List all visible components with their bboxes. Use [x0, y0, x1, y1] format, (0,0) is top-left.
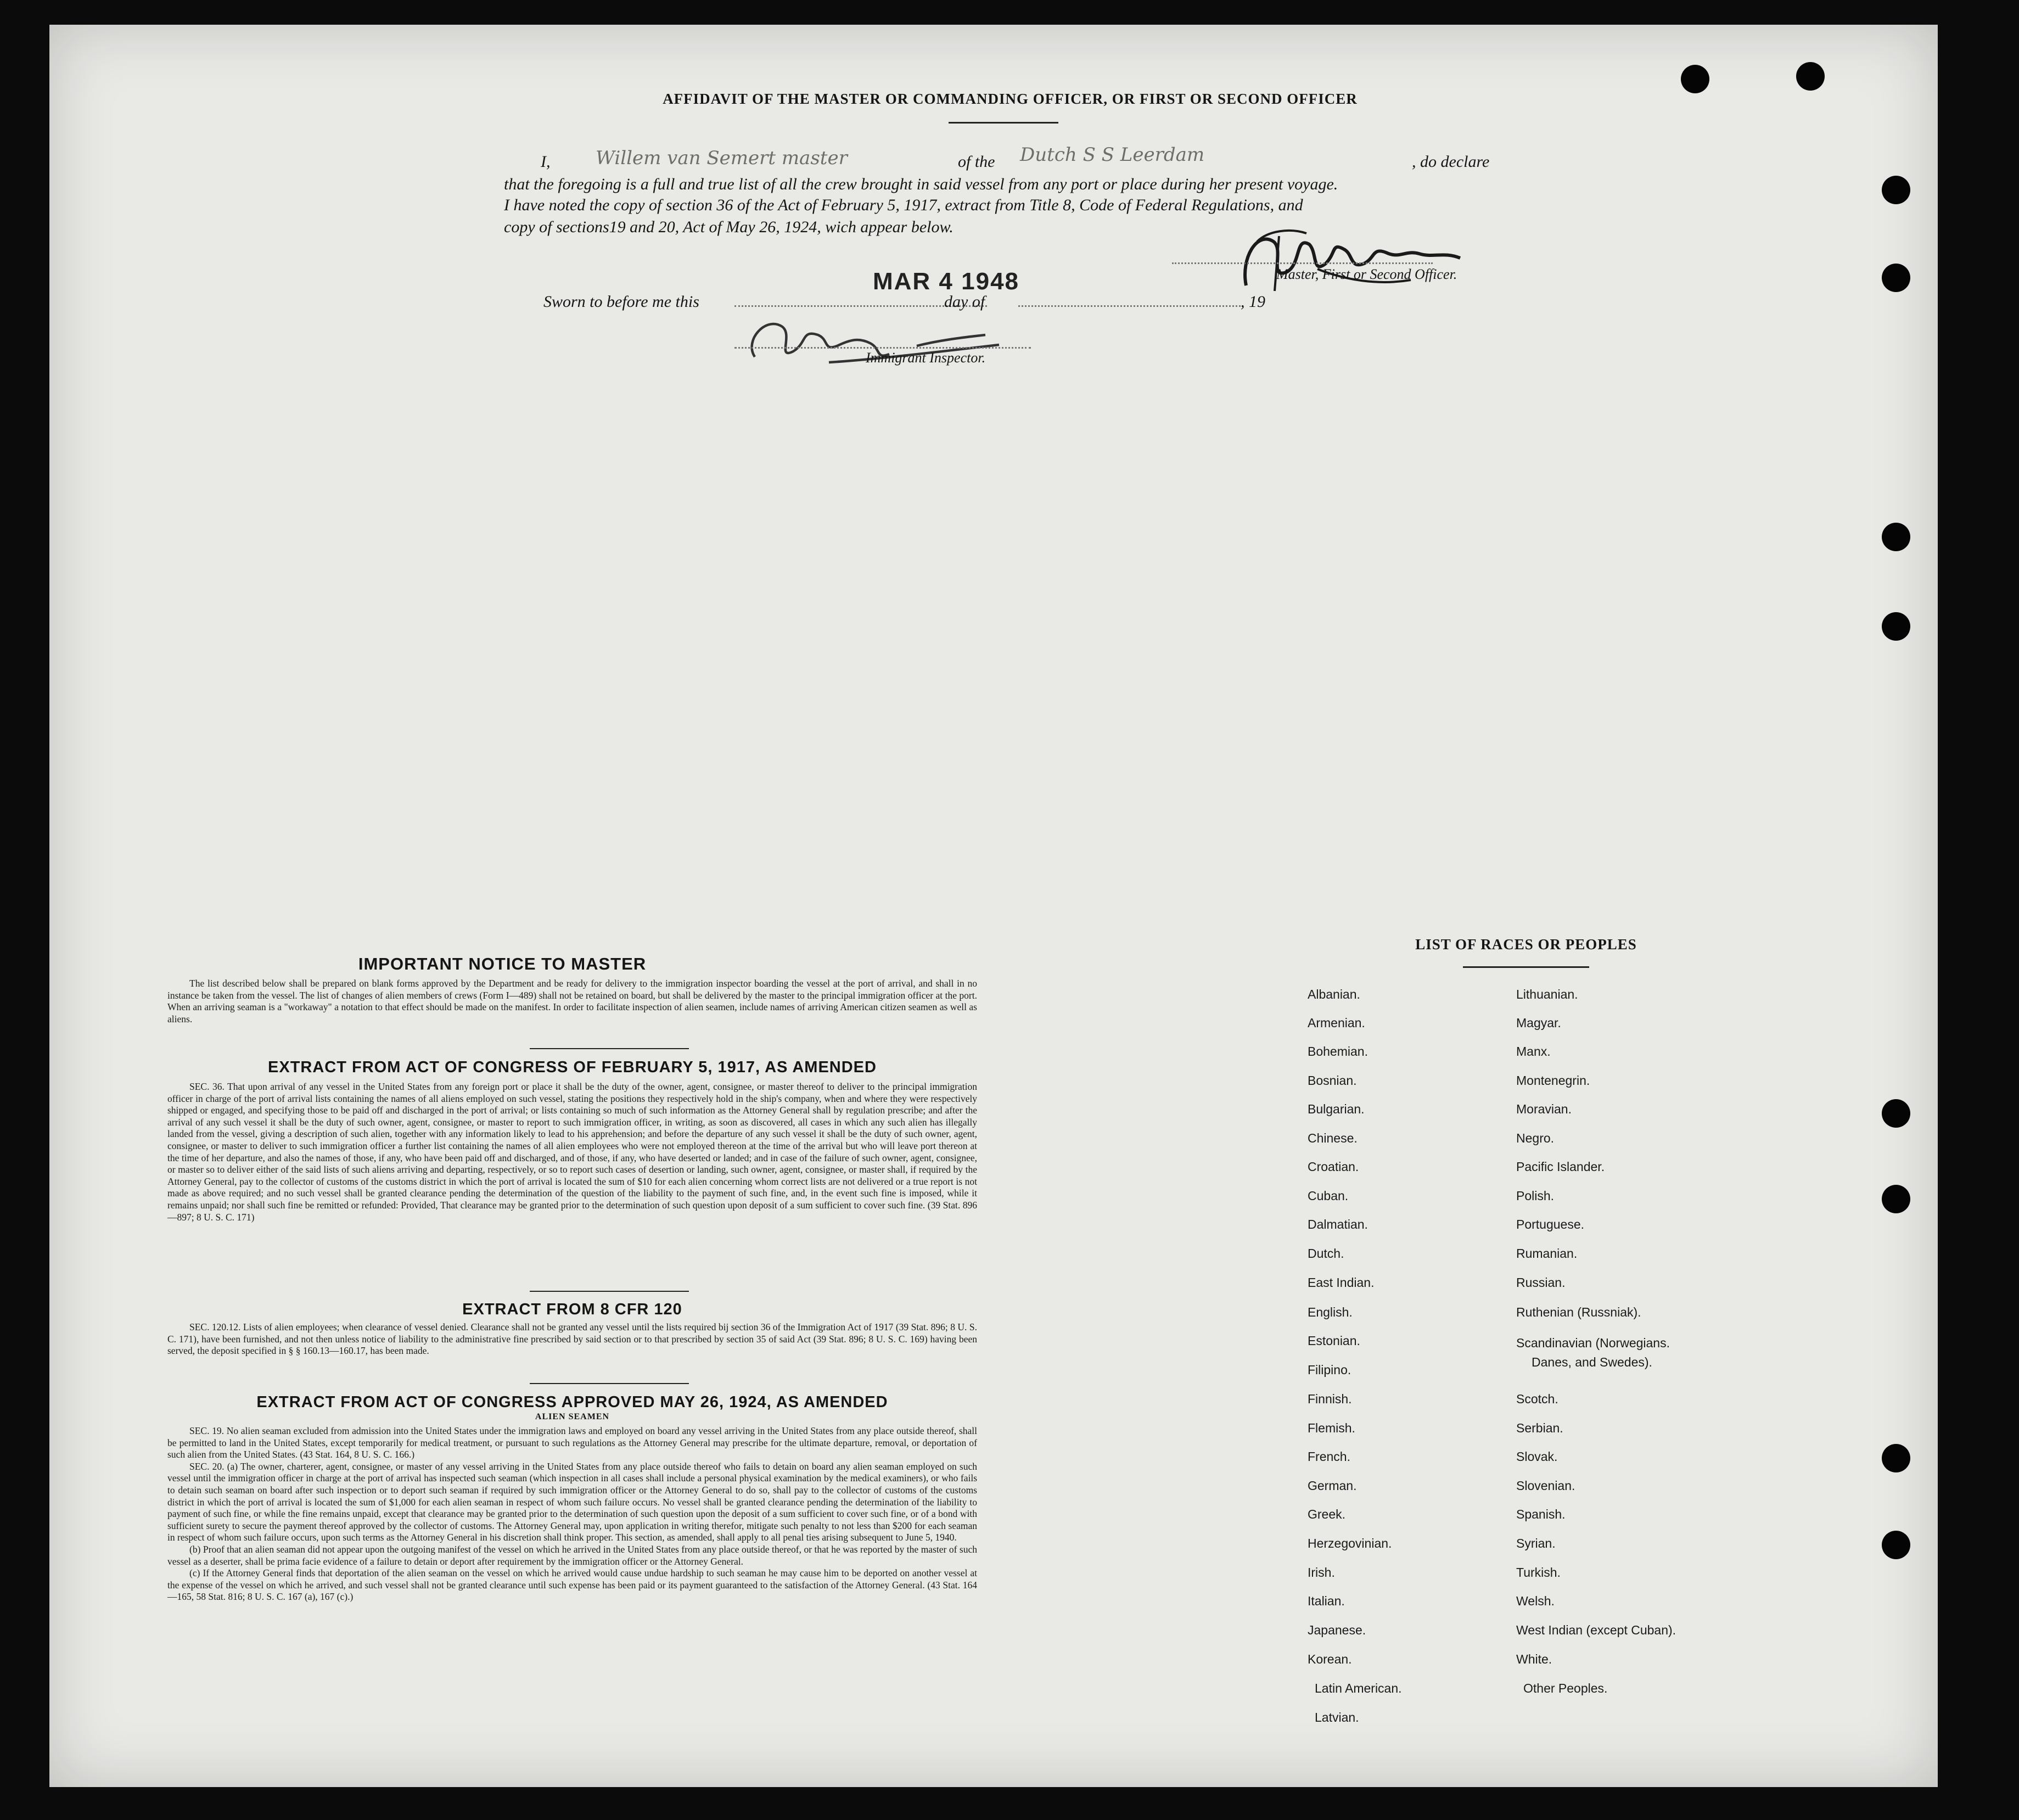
- race-right-item: Manx.: [1516, 1044, 1551, 1059]
- extract-1917-heading: EXTRACT FROM ACT OF CONGRESS OF FEBRUARY 5, 1917, AS AMENDED: [268, 1059, 877, 1076]
- section-divider: [530, 1048, 689, 1049]
- sec-20b-paragraph: (b) Proof that an alien seaman did not appear upon the outgoing manifest of the vessel on which he arrived in the United States from any place outside thereof, or that he was reported by the master of such vessel as a deserter, shall be prima facie evidence of a failure to detain or deport after requirement by the immigration officer or the Attorney General.: [167, 1543, 977, 1567]
- year-prefix: , 19: [1241, 293, 1265, 311]
- title-rule: [949, 122, 1058, 124]
- race-left-item: Irish.: [1308, 1565, 1335, 1580]
- race-right-item: Rumanian.: [1516, 1246, 1578, 1261]
- race-right-item: Magyar.: [1516, 1016, 1561, 1030]
- punch-hole: [1882, 612, 1910, 641]
- race-right-item: Syrian.: [1516, 1536, 1556, 1550]
- race-right-item: Polish.: [1516, 1189, 1555, 1203]
- race-right-item: Russian.: [1516, 1275, 1566, 1290]
- race-left-item: French.: [1308, 1449, 1350, 1464]
- punch-hole: [1882, 176, 1910, 204]
- race-left-item: Finnish.: [1308, 1392, 1352, 1406]
- race-left-item: Bosnian.: [1308, 1073, 1357, 1088]
- race-left-item: Chinese.: [1308, 1131, 1358, 1145]
- race-left-item: Armenian.: [1308, 1016, 1365, 1030]
- alien-seamen-subheading: ALIEN SEAMEN: [535, 1412, 610, 1421]
- race-right-item: Slovenian.: [1516, 1479, 1575, 1493]
- sec-20c-paragraph: (c) If the Attorney General finds that deportation of the alien seaman on the vessel on which he arrived would cause undue hardship to such seaman he may cause him to be deported on another vessel at the expense of the vessel on which he arrived, and such vessel shall not be granted clearance until such expense has been paid or its payment guaranteed to the satisfaction of the Attorney General. (43 Stat. 164—165, 58 Stat. 816; 8 U. S. C. 167 (a), 167 (c).): [167, 1567, 977, 1603]
- race-right-item: Scotch.: [1516, 1392, 1558, 1406]
- race-right-item: Other Peoples.: [1523, 1681, 1608, 1695]
- race-left-item: Korean.: [1308, 1652, 1352, 1666]
- race-left-item: German.: [1308, 1479, 1357, 1493]
- extract-cfr-body: [167, 1321, 977, 1357]
- officer-signature: [1235, 220, 1477, 302]
- race-right-item: Portuguese.: [1516, 1217, 1585, 1231]
- date-stamp: MAR 4 1948: [873, 268, 1020, 295]
- race-left-item: Albanian.: [1308, 987, 1360, 1001]
- punch-hole: [1882, 523, 1910, 551]
- race-left-item: Filipino.: [1308, 1363, 1351, 1377]
- race-left-item: Herzegovinian.: [1308, 1536, 1392, 1550]
- race-right-item: Negro.: [1516, 1131, 1555, 1145]
- race-left-item: English.: [1308, 1305, 1353, 1319]
- race-right-item: Moravian.: [1516, 1102, 1572, 1116]
- sec-19-paragraph: SEC. 19. No alien seaman excluded from admission into the United States under the immigration laws and employed on board any vessel arriving in the United States from any place outside thereof, shall be permitted to land in the United States, except temporarily for medical treatment, or pursuant to such regulations as the Attorney General may prescribe for the ultimate departure, removal, or deportation of such alien from the United States. (43 Stat. 164, 8 U. S. C. 166.): [167, 1425, 977, 1460]
- notice-heading: IMPORTANT NOTICE TO MASTER: [358, 954, 647, 973]
- race-left-item: Cuban.: [1308, 1189, 1349, 1203]
- affidavit-line-4: copy of sections19 and 20, Act of May 26, 1924, wich appear below.: [504, 218, 954, 236]
- sworn-label: Sworn to before me this: [543, 293, 699, 311]
- race-left-item: Latin American.: [1315, 1681, 1402, 1695]
- race-left-item: Greek.: [1308, 1507, 1346, 1521]
- punch-hole: [1882, 1185, 1910, 1213]
- affidavit-line-3: I have noted the copy of section 36 of the Act of February 5, 1917, extract from Title 8, Code of Federal Regulations, and: [504, 196, 1303, 214]
- sec-120-12-paragraph: SEC. 120.12. Lists of alien employees; when clearance of vessel denied. Clearance shall not be granted any vessel until the lists required bij section 36 of the Immigration Act of 1917 (39 Stat. 896; 8 U. S. C. 171), have been furnished, and not then unless notice of liability to the administrative fine prescribed by said section or to that prescribed by section 35 of said Act (39 Stat. 896; 8 U. S. C. 169) having been served, the deposit specified in § § 160.13—160.17, has been made.: [167, 1321, 977, 1357]
- section-divider: [530, 1383, 689, 1384]
- declare-text: , do declare: [1412, 153, 1490, 171]
- extract-1924-heading: EXTRACT FROM ACT OF CONGRESS APPROVED MAY 26, 1924, AS AMENDED: [256, 1393, 888, 1411]
- race-right-item: Danes, and Swedes).: [1532, 1355, 1652, 1369]
- extract-cfr-heading: EXTRACT FROM 8 CFR 120: [462, 1301, 682, 1318]
- race-left-item: Bulgarian.: [1308, 1102, 1365, 1116]
- notice-paragraph: The list described below shall be prepared on blank forms approved by the Department and be ready for delivery to the immigration inspector boarding the vessel at the port of arrival, and shall in no instance be taken from the vessel. The list of changes of alien members of crews (Form I—489) shall not be retained on board, but shall be delivered by the master to the principal immigration officer at the port. When an arriving seaman is a "workaway" a notation to that effect should be made on the manifest. In order to facilitate inspection of alien seamen, include names of arriving American citizen seamen as well as aliens.: [167, 978, 977, 1024]
- extract-1917-body: [167, 1081, 977, 1223]
- race-right-item: Spanish.: [1516, 1507, 1566, 1521]
- day-of-label: day of: [944, 293, 985, 311]
- race-left-item: Croatian.: [1308, 1160, 1359, 1174]
- of-the-label: of the: [958, 153, 995, 171]
- race-right-item: Scandinavian (Norwegians.: [1516, 1336, 1670, 1350]
- race-left-item: East Indian.: [1308, 1275, 1375, 1290]
- i-label: I,: [541, 153, 551, 171]
- races-heading-rule: [1463, 966, 1589, 968]
- race-right-item: West Indian (except Cuban).: [1516, 1623, 1676, 1637]
- race-left-item: Flemish.: [1308, 1421, 1355, 1435]
- race-left-item: Dalmatian.: [1308, 1217, 1368, 1231]
- race-left-item: Bohemian.: [1308, 1044, 1368, 1059]
- race-right-item: Ruthenian (Russniak).: [1516, 1305, 1641, 1319]
- race-left-item: Italian.: [1308, 1594, 1345, 1608]
- punch-hole: [1882, 1099, 1910, 1128]
- punch-hole: [1796, 62, 1825, 91]
- race-right-item: Turkish.: [1516, 1565, 1561, 1580]
- officer-caption: Master, First or Second Officer.: [1276, 266, 1457, 282]
- race-right-item: Serbian.: [1516, 1421, 1563, 1435]
- section-36-paragraph: SEC. 36. That upon arrival of any vessel in the United States from any foreign port or place it shall be the duty of the owner, agent, consignee, or master thereof to deliver to the principal immigration officer in charge of the port of arrival lists containing the names of all aliens employed on such vessel, stating the positions they respectively hold in the ship's company, when and where they were respectively shipped or engaged, and specifying those to be paid off and discharged in the port of arrival; or lists containing so much of such information as the Attorney General shall by regulation prescribe; and after the arrival of any such vessel it shall be the duty of such owner, agent, consignee, or master to report to such immigration officer, in writing, as soon as discovered, all cases in which any such alien has illegally landed from the vessel, giving a description of such alien, together with any information likely to lead to his apprehension; and before the departure of any such vessel it shall be the duty of such owner, agent, consignee, or master to deliver to such immigration officer a further list containing the names of all alien employees who were not employed thereon at the time of the arrival but who will leave port thereon at the time of her departure, and also the names of those, if any, who have been paid off and discharged, and of those, if any, who have deserted or landed; and in case of the failure of such owner, agent, consignee, or master so to deliver either of the said lists of such aliens arriving and departing, respectively, or so to report such cases of desertion or landing, such owner, agent, consignee, or master shall, if required by the Attorney General, pay to the collector of customs of the customs district in which the port of arrival is located the sum of $10 for each alien concerning whom correct lists are not delivered or a true report is not made as above required; and no such vessel shall be granted clearance pending the determination of the question of the liability to the payment of such fine, and, in the event such fine is imposed, while it remains unpaid; nor shall such fine be remitted or refunded: Provided, That clearance may be granted prior to the determination of such question upon deposit of a sum sufficient to cover such fine. (39 Stat. 896—897; 8 U. S. C. 171): [167, 1081, 977, 1223]
- vessel-name-handwritten: Dutch S S Leerdam: [1020, 144, 1205, 166]
- affidavit-title: AFFIDAVIT OF THE MASTER OR COMMANDING OFFICER, OR FIRST OR SECOND OFFICER: [663, 91, 1358, 107]
- inspector-caption: Immigrant Inspector.: [866, 350, 986, 366]
- extract-1924-body: [167, 1425, 977, 1603]
- races-heading: LIST OF RACES OR PEOPLES: [1415, 936, 1637, 953]
- race-right-item: Montenegrin.: [1516, 1073, 1590, 1088]
- punch-hole: [1882, 1531, 1910, 1559]
- race-right-item: Pacific Islander.: [1516, 1160, 1605, 1174]
- race-left-item: Dutch.: [1308, 1246, 1344, 1261]
- race-left-item: Japanese.: [1308, 1623, 1366, 1637]
- race-right-item: Welsh.: [1516, 1594, 1555, 1608]
- master-name-handwritten: Willem van Semert master: [596, 147, 848, 169]
- race-right-item: White.: [1516, 1652, 1552, 1666]
- punch-hole: [1681, 65, 1709, 93]
- sec-20a-paragraph: SEC. 20. (a) The owner, charterer, agent, consignee, or master of any vessel arriving in the United States from any place outside thereof who fails to detain on board any alien seaman employed on such vessel until the immigration officer in charge at the port of arrival has inspected such seaman (which inspection in all cases shall include a personal physical examination by the medical examiners), or who fails to detain such seaman on board after such inspection or to deport such seaman if required by such immigration officer or the Attorney General to do so, shall pay to the collector of customs of the customs district in which the port of arrival is located the sum of $1,000 for each alien seaman in respect of whom such failure occurs. No vessel shall be granted clearance pending the determination of the liability to payment of such fine, or while the fine remains unpaid, except that clearance may be granted prior to the determination of such question upon the deposit of a sum sufficient to cover such fine, or of a bond with sufficient surety to secure the payment thereof approved by the collector of customs. The Attorney General may, upon application in writing therefor, mitigate such penalty to not less than $200 for each seaman in respect of whom such failure occurs, upon such terms as the Attorney General in his discretion shall think proper. This section, as amended, shall apply to all penal ties arising subsequent to June 5, 1940.: [167, 1460, 977, 1543]
- month-line: [1018, 305, 1241, 307]
- section-divider: [530, 1291, 689, 1292]
- punch-hole: [1882, 264, 1910, 292]
- notice-body: [167, 978, 977, 1025]
- race-right-item: Slovak.: [1516, 1449, 1558, 1464]
- punch-hole: [1882, 1444, 1910, 1472]
- race-right-item: Lithuanian.: [1516, 987, 1578, 1001]
- affidavit-line-2: that the foregoing is a full and true list of all the crew brought in said vessel from any port or place during her present voyage.: [504, 175, 1338, 193]
- race-left-item: Latvian.: [1315, 1710, 1359, 1724]
- race-left-item: Estonian.: [1308, 1334, 1360, 1348]
